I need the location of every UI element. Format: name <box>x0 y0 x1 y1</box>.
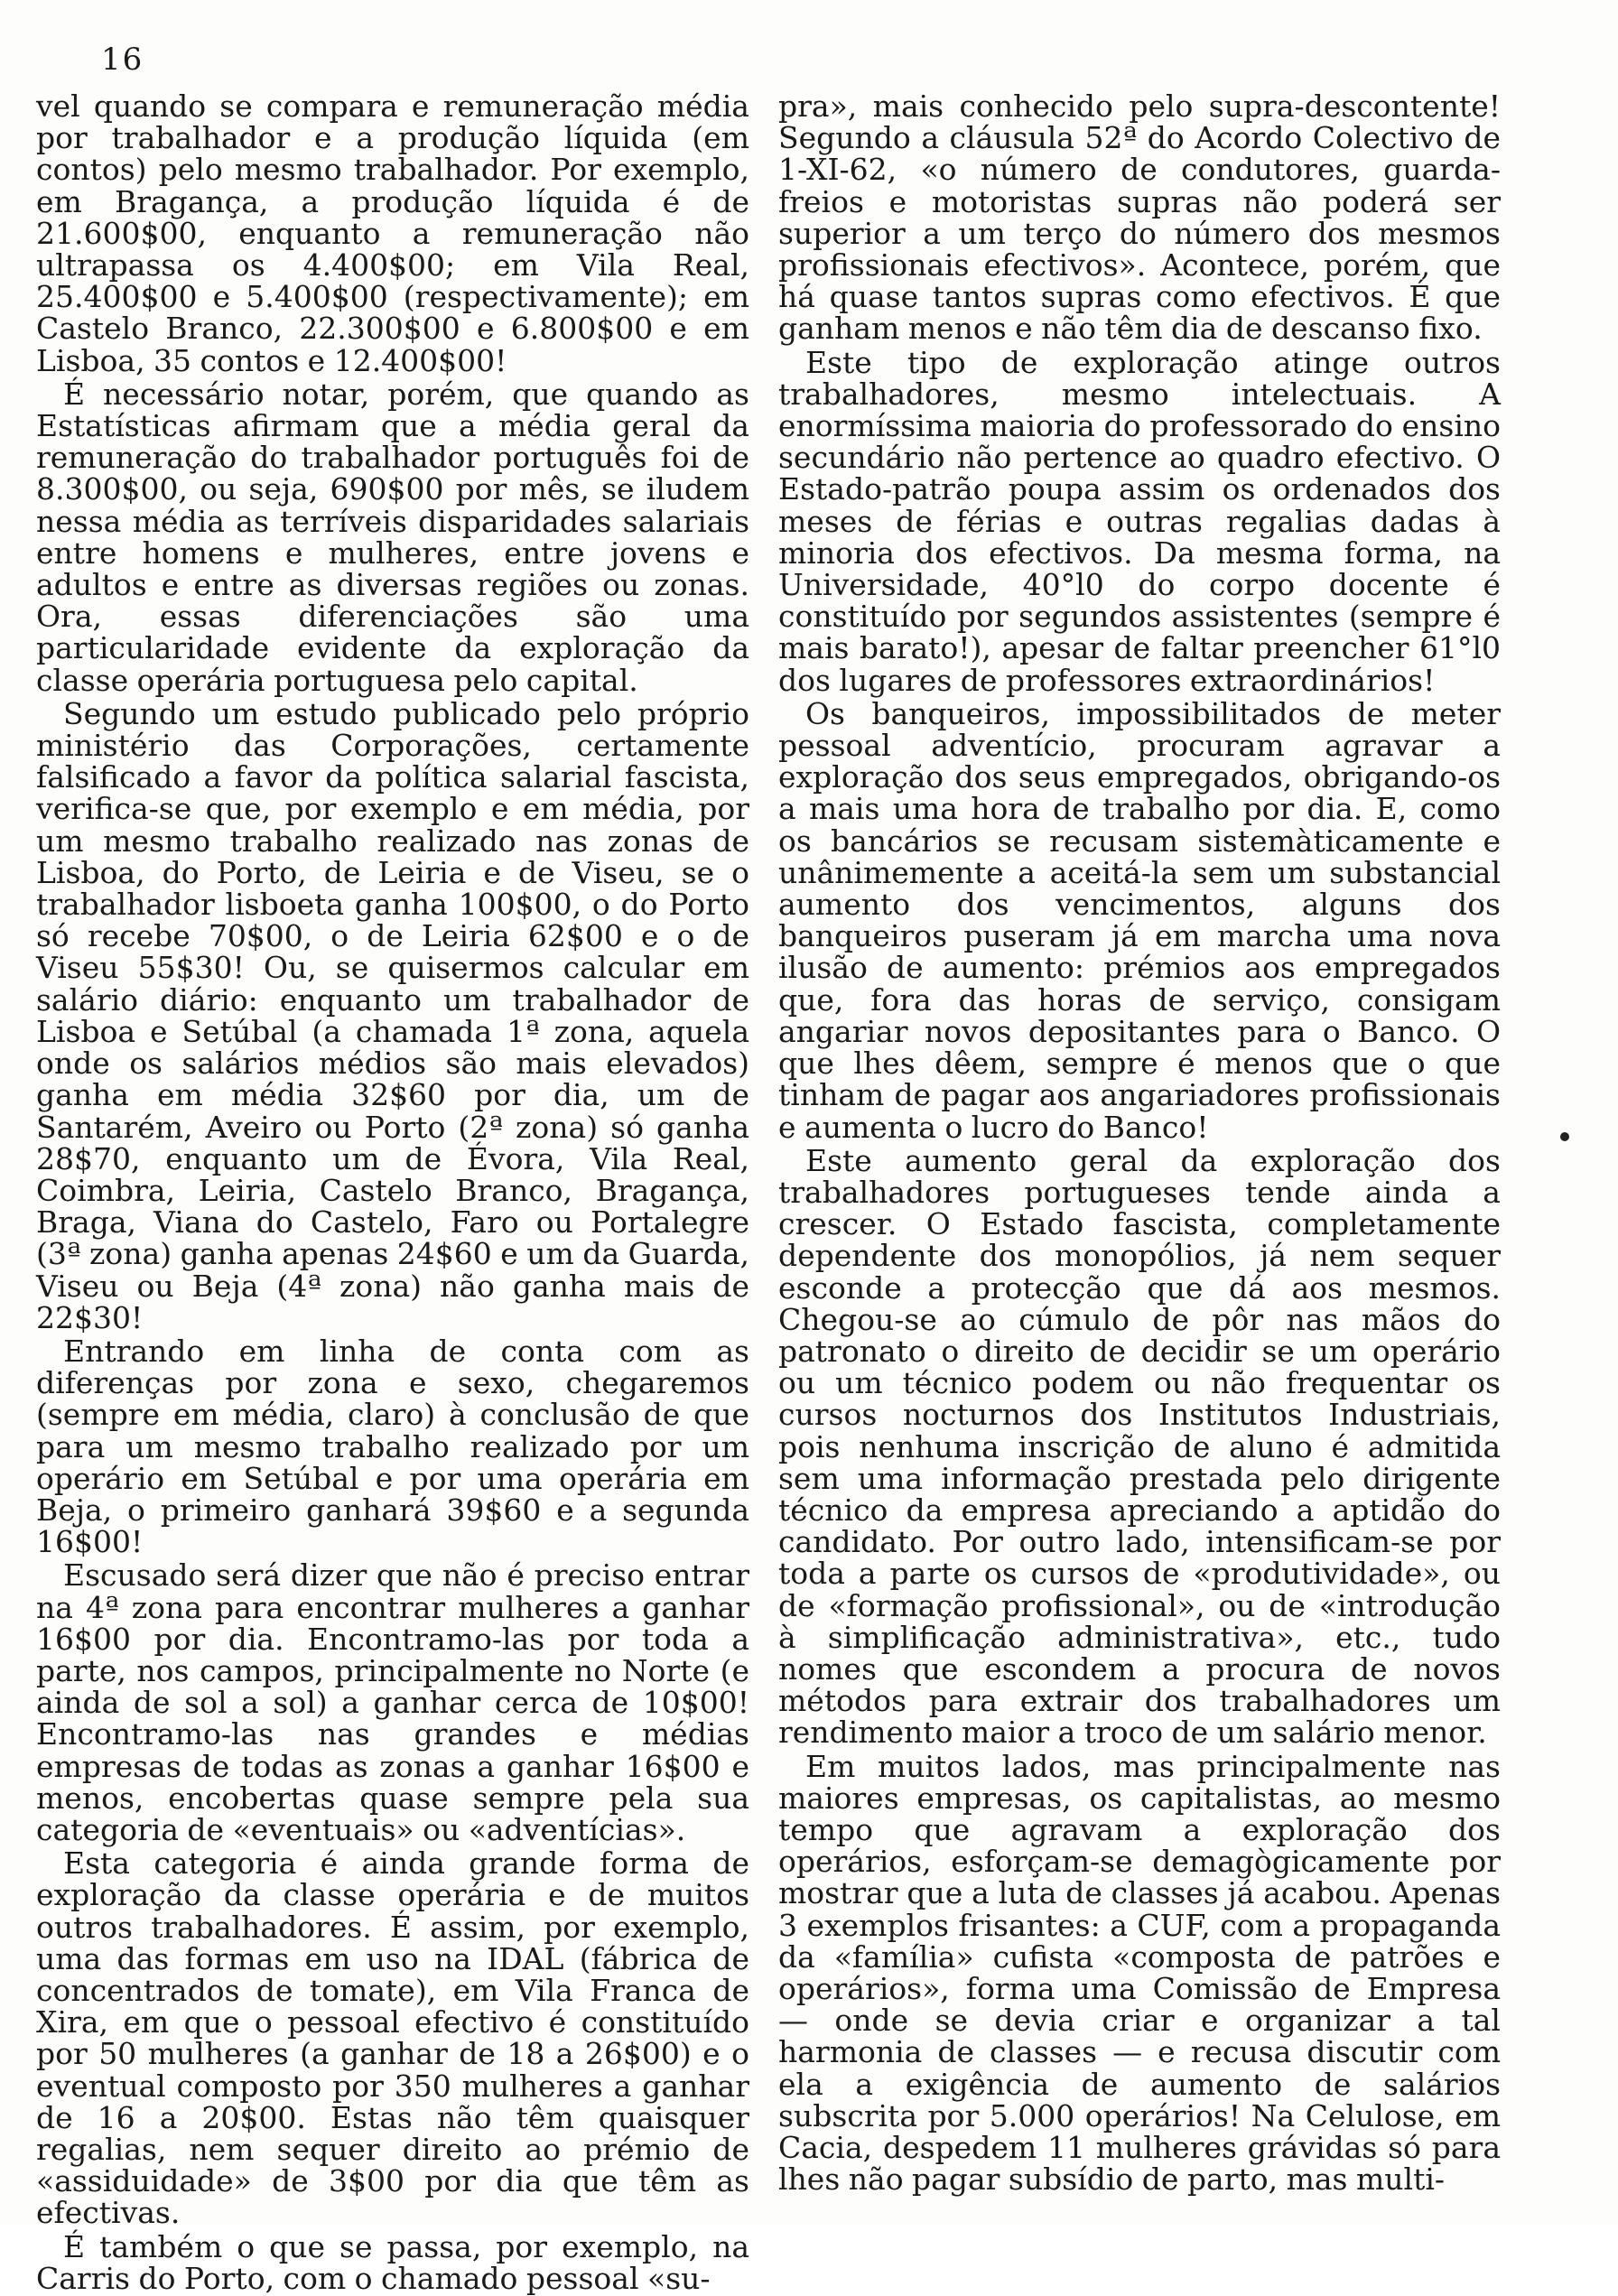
page-number: 16 <box>101 42 144 78</box>
right-column <box>778 88 1501 2198</box>
paragraph: pra», mais conhecido pelo supra-descontente! Segundo a cláusula 52ª do Acordo Colectivo de 1-XI-62, «o número de condutores, guarda-freios e motoristas supras não poderá ser superior a um terço do número dos mesmos profissionais efectivos». Acontece, porém, que há quase tantos supras como efectivos. É que ganham menos e não têm dia de descanso fixo. <box>778 88 1501 347</box>
paragraph: Este aumento geral da exploração dos trabalhadores portugueses tende ainda a crescer. O Estado fascista, completamente dependente dos monopólios, já nem sequer esconde a protecção que dá aos mesmos. Chegou-se ao cúmulo de pôr nas mãos do patronato o direito de decidir se um operário ou um técnico podem ou não frequentar os cursos nocturnos dos Institutos Industriais, pois nenhuma inscrição de aluno é admitida sem uma informação prestada pelo dirigente técnico da empresa apreciando a aptidão do candidato. Por outro lado, intensificam-se por toda a parte os cursos de «produtividade», ou de «formação profissional», ou de «introdução à simplificação administrativa», etc., tudo nomes que escondem a procura de novos métodos para extrair dos trabalhadores um rendimento maior a troco de um salário menor. <box>778 1142 1501 1751</box>
paragraph: Os banqueiros, impossibilitados de meter pessoal adventício, procuram agravar a exploração dos seus empregados, obrigando-os a mais uma hora de trabalho por dia. E, como os bancários se recusam sistemàticamente e unânimemente a aceitá-la sem um substancial aumento dos vencimentos, alguns dos banqueiros puseram já em marcha uma nova ilusão de aumento: prémios aos empregados que, fora das horas de serviço, consigam angariar novos depositantes para o Banco. O que lhes dêem, sempre é menos que o que tinham de pagar aos angariadores profissionais e aumenta o lucro do Banco! <box>778 695 1501 1145</box>
paragraph: Entrando em linha de conta com as diferenças por zona e sexo, chegaremos (sempre em média, claro) à conclusão de que para um mesmo trabalho realizado por um operário em Setúbal e por uma operária em Beja, o primeiro ganhará 39$60 e a segunda 16$00! <box>36 1333 749 1560</box>
paragraph: Escusado será dizer que não é preciso entrar na 4ª zona para encontrar mulheres a ganhar 16$00 por dia. Encontramo-las por toda a parte, nos campos, principalmente no Norte (e ainda de sol a sol) a ganhar cerca de 10$00! Encontramo-las nas grandes e médias empresas de todas as zonas a ganhar 16$00 e menos, encobertas quase sempre pela sua categoria de «eventuais» ou «adventícias». <box>36 1557 749 1847</box>
paragraph: Segundo um estudo publicado pelo próprio ministério das Corporações, certamente falsificado a favor da política salarial fascista, verifica-se que, por exemplo e em média, por um mesmo trabalho realizado nas zonas de Lisboa, do Porto, de Leiria e de Viseu, se o trabalhador lisboeta ganha 100$00, o do Porto só recebe 70$00, o de Leiria 62$00 e o de Viseu 55$30! Ou, se quisermos calcular em salário diário: enquanto um trabalhador de Lisboa e Setúbal (a chamada 1ª zona, aquela onde os salários médios são mais elevados) ganha em média 32$60 por dia, um de Santarém, Aveiro ou Porto (2ª zona) só ganha 28$70, enquanto um de Évora, Vila Real, Coimbra, Leiria, Castelo Branco, Bragança, Braga, Viana do Castelo, Faro ou Portalegre (3ª zona) ganha apenas 24$60 e um da Guarda, Viseu ou Beja (4ª zona) não ganha mais de 22$30! <box>36 695 749 1335</box>
paragraph: Em muitos lados, mas principalmente nas maiores empresas, os capitalistas, ao mesmo tempo que agravam a exploração dos operários, esforçam-se demagògicamente por mostrar que a luta de classes já acabou. Apenas 3 exemplos frisantes: a CUF, com a propaganda da «família» cufista «composta de patrões e operários», forma uma Comissão de Empresa — onde se devia criar e organizar a tal harmonia de classes — e recusa discutir com ela a exigência de aumento de salários subscrita por 5.000 operários! Na Celulose, em Cacia, despedem 11 mulheres grávidas só para lhes não pagar subsídio de parto, mas multi- <box>778 1748 1501 2198</box>
paragraph: Este tipo de exploração atinge outros trabalhadores, mesmo intelectuais. A enormíssima maioria do professorado do ensino secundário não pertence ao quadro efectivo. O Estado-patrão poupa assim os ordenados dos meses de férias e outras regalias dadas à minoria dos efectivos. Da mesma forma, na Universidade, 40°l0 do corpo docente é constituído por segundos assistentes (sempre é mais barato!), apesar de faltar preencher 61°l0 dos lugares de professores extraordinários! <box>778 344 1501 698</box>
ink-speck <box>1560 1132 1569 1141</box>
paragraph: É também o que se passa, por exemplo, na Carris do Porto, com o chamado pessoal «su- <box>36 2228 749 2296</box>
paragraph: É necessário notar, porém, que quando as Estatísticas afirmam que a média geral da remuneração do trabalhador português foi de 8.300$00, ou seja, 690$00 por mês, se iludem nessa média as terríveis disparidades salariais entre homens e mulheres, entre jovens e adultos e entre as diversas regiões ou zonas. Ora, essas diferenciações são uma particularidade evidente da exploração da classe operária portuguesa pelo capital. <box>36 376 749 698</box>
left-column <box>36 88 749 2296</box>
paragraph: vel quando se compara e remuneração média por trabalhador e a produção líquida (em contos) pelo mesmo trabalhador. Por exemplo, em Bragança, a produção líquida é de 21.600$00, enquanto a remuneração não ultrapassa os 4.400$00; em Vila Real, 25.400$00 e 5.400$00 (respectivamente); em Castelo Branco, 22.300$00 e 6.800$00 e em Lisboa, 35 contos e 12.400$00! <box>36 88 749 378</box>
paragraph: Esta categoria é ainda grande forma de exploração da classe operária e de muitos outros trabalhadores. É assim, por exemplo, uma das formas em uso na IDAL (fábrica de concentrados de tomate), em Vila Franca de Xira, em que o pessoal efectivo é constituído por 50 mulheres (a ganhar de 18 a 26$00) e o eventual composto por 350 mulheres a ganhar de 16 a 20$00. Estas não têm quaisquer regalias, nem sequer direito ao prémio de «assiduidade» de 3$00 por dia que têm as efectivas. <box>36 1845 749 2231</box>
